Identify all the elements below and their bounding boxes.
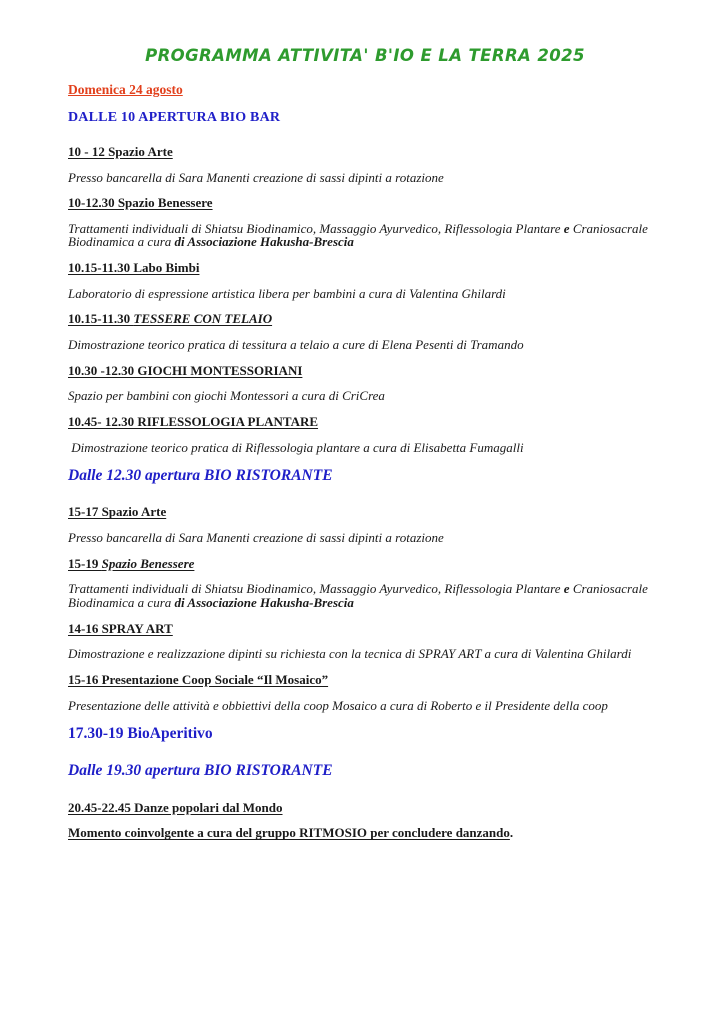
text-run: Dimostrazione teorico pratica di Riflessologia plantare a cura di Elisabetta Fumagalli (68, 439, 524, 455)
document-body (68, 83, 662, 840)
text-run: Presso bancarella di Sara Manenti creazione di sassi dipinti a rotazione (68, 530, 444, 546)
event-description-riflessologia-plantare (68, 441, 662, 455)
text-run: 20.45-22.45 Danze popolari dal Mondo (68, 799, 283, 815)
event-description-spray-art (68, 647, 662, 661)
text-run: 15-16 Presentazione Coop Sociale “Il Mosaico” (68, 671, 329, 687)
text-run: 10 - 12 Spazio Arte (68, 143, 173, 159)
text-run: 10.15-11.30 (68, 311, 134, 327)
event-description-giochi-montessoriani (68, 389, 662, 403)
event-heading-labo-bimbi (68, 261, 662, 275)
text-run: DALLE 10 APERTURA BIO BAR (68, 110, 281, 126)
text-run: TESSERE CON TELAIO (133, 311, 273, 327)
text-run: Dimostrazione teorico pratica di tessitura a telaio a cure di Elena Pesenti di Tramando (68, 336, 524, 352)
event-description-spazio-arte-am (68, 171, 662, 185)
event-description-labo-bimbi (68, 287, 662, 301)
text-run: Trattamenti individuali di Shiatsu Biodinamico, Massaggio Ayurvedico, Riflessologia Plantare (68, 581, 564, 597)
text-run: 10.45- 12.30 RIFLESSOLOGIA PLANTARE (68, 413, 319, 429)
text-run: Presso bancarella di Sara Manenti creazione di sassi dipinti a rotazione (68, 169, 444, 185)
text-run: di Associazione Hakusha-Brescia (174, 234, 354, 250)
event-description-spazio-arte-pm (68, 531, 662, 545)
event-heading-coop-il-mosaico (68, 673, 662, 687)
event-heading-spazio-benessere-pm (68, 557, 662, 571)
text-run: 10.15-11.30 Labo Bimbi (68, 260, 200, 276)
text-run: Dimostrazione e realizzazione dipinti su richiesta con la tecnica di SPRAY ART a cura di Valentina Ghilardi (68, 646, 632, 662)
section-heading-bio-ristorante-1230 (68, 468, 662, 484)
section-heading-bioaperitivo (68, 726, 662, 742)
text-run: e (563, 220, 570, 236)
event-heading-spazio-arte-pm (68, 505, 662, 519)
event-heading-spray-art (68, 622, 662, 636)
text-run: e (563, 581, 570, 597)
event-description-spazio-benessere-pm (68, 582, 662, 609)
page-title: PROGRAMMA ATTIVITA' B'IO E LA TERRA 2025 (145, 46, 585, 65)
event-description-tessere-con-telaio (68, 338, 662, 352)
text-run: Craniosacrale Biodinamica a cura (68, 220, 652, 250)
text-run: Craniosacrale Biodinamica a cura (68, 581, 652, 611)
text-run: 15-17 Spazio Arte (68, 504, 167, 520)
text-run: 14-16 SPRAY ART (68, 620, 173, 636)
event-heading-spazio-arte-am (68, 145, 662, 159)
event-heading-giochi-montessoriani (68, 364, 662, 378)
event-description-coop-il-mosaico (68, 699, 662, 713)
date-heading (68, 83, 662, 97)
text-run: Momento coinvolgente a cura del gruppo RITMOSIO per concludere danzando (68, 825, 510, 841)
text-run: Spazio Benessere (101, 555, 195, 571)
text-run: 17.30-19 BioAperitivo (68, 725, 213, 743)
text-run: Dalle 12.30 apertura BIO RISTORANTE (68, 467, 333, 485)
text-run: Spazio per bambini con giochi Montessori a cura di CriCrea (68, 388, 385, 404)
text-run: Presentazione delle attività e obbiettivi della coop Mosaico a cura di Roberto e il Presidente della coop (68, 697, 608, 713)
section-heading-bio-bar (68, 111, 662, 126)
text-run: Trattamenti individuali di Shiatsu Biodinamico, Massaggio Ayurvedico, Riflessologia Plantare (68, 220, 564, 236)
text-run: di Associazione Hakusha-Brescia (174, 595, 354, 611)
text-run: Laboratorio di espressione artistica libera per bambini a cura di Valentina Ghilardi (68, 285, 506, 301)
text-run: Dalle 19.30 apertura BIO RISTORANTE (68, 762, 333, 780)
text-run: 10-12.30 Spazio Benessere (68, 195, 213, 211)
event-heading-ritmosio (68, 826, 662, 840)
section-heading-bio-ristorante-1930 (68, 763, 662, 779)
event-heading-spazio-benessere-am (68, 196, 662, 210)
event-heading-tessere-con-telaio (68, 312, 662, 326)
event-heading-danze-popolari (68, 801, 662, 815)
text-run: 15-19 (68, 555, 102, 571)
event-heading-riflessologia-plantare (68, 415, 662, 429)
text-run: Domenica 24 agosto (68, 82, 183, 97)
text-run: . (509, 825, 514, 841)
text-run: 10.30 -12.30 GIOCHI MONTESSORIANI (68, 362, 303, 378)
event-description-spazio-benessere-am (68, 222, 662, 249)
